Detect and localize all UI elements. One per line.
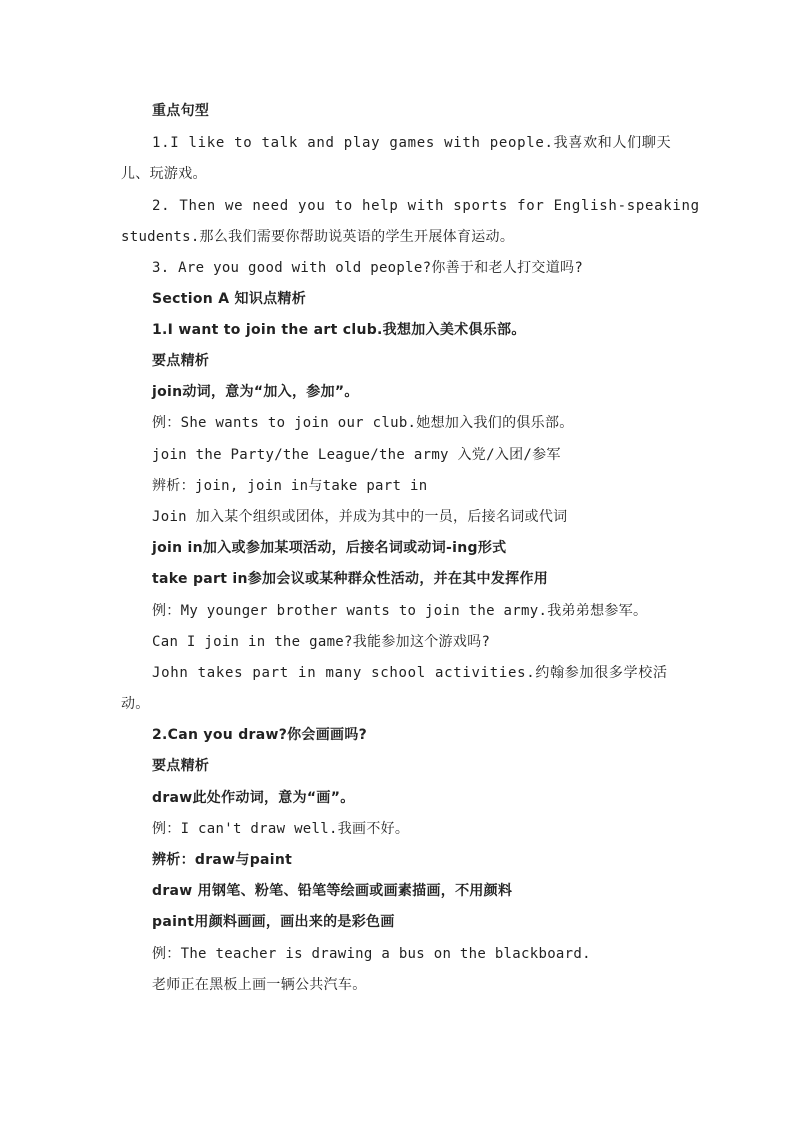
sentence-2-cont: students.那么我们需要你帮助说英语的学生开展体育运动。 bbox=[121, 229, 515, 245]
join-in-example: Can I join in the game?我能参加这个游戏吗? bbox=[152, 634, 491, 650]
key-analysis-heading-2: 要点精析 bbox=[152, 758, 210, 774]
drawing-bus-example: 例：The teacher is drawing a bus on the blackboard. bbox=[152, 946, 591, 962]
join-comparison-heading: 辨析：join, join in与take part in bbox=[152, 478, 428, 494]
paint-usage: paint用颜料画画，画出来的是彩色画 bbox=[152, 914, 395, 930]
draw-usage: draw 用钢笔、粉笔、铅笔等绘画或画素描画，不用颜料 bbox=[152, 883, 513, 899]
point-2-heading: 2.Can you draw?你会画画吗? bbox=[152, 727, 368, 743]
draw-definition: draw此处作动词，意为“画”。 bbox=[152, 790, 355, 806]
point-1-heading: 1.I want to join the art club.我想加入美术俱乐部。 bbox=[152, 322, 526, 338]
draw-paint-comparison-heading: 辨析：draw与paint bbox=[152, 852, 293, 868]
key-analysis-heading-1: 要点精析 bbox=[152, 353, 210, 369]
join-usage: Join 加入某个组织或团体，并成为其中的一员，后接名词或代词 bbox=[152, 509, 568, 525]
join-example: 例：She wants to join our club.她想加入我们的俱乐部。 bbox=[152, 415, 574, 431]
sentence-2: 2. Then we need you to help with sports for English-speaking bbox=[152, 198, 700, 214]
drawing-bus-translation: 老师正在黑板上画一辆公共汽车。 bbox=[152, 977, 367, 993]
take-part-example: John takes part in many school activities.约翰参加很多学校活 bbox=[152, 665, 668, 681]
join-phrases: join the Party/the League/the army 入党/入团/参军 bbox=[152, 447, 561, 463]
join-in-usage: join in加入或参加某项活动，后接名词或动词-ing形式 bbox=[152, 540, 507, 556]
take-part-example-cont: 动。 bbox=[121, 696, 150, 712]
heading-key-sentences: 重点句型 bbox=[152, 103, 210, 119]
sentence-1: 1.I like to talk and play games with people.我喜欢和人们聊天 bbox=[152, 135, 672, 151]
take-part-in-usage: take part in参加会议或某种群众性活动，并在其中发挥作用 bbox=[152, 571, 549, 587]
draw-example: 例：I can't draw well.我画不好。 bbox=[152, 821, 410, 837]
sentence-1-cont: 儿、玩游戏。 bbox=[121, 166, 207, 182]
sentence-3: 3. Are you good with old people?你善于和老人打交道吗? bbox=[152, 260, 584, 276]
join-definition: join动词，意为“加入，参加”。 bbox=[152, 384, 359, 400]
join-army-example: 例：My younger brother wants to join the army.我弟弟想参军。 bbox=[152, 603, 648, 619]
section-a-heading: Section A 知识点精析 bbox=[152, 291, 307, 307]
